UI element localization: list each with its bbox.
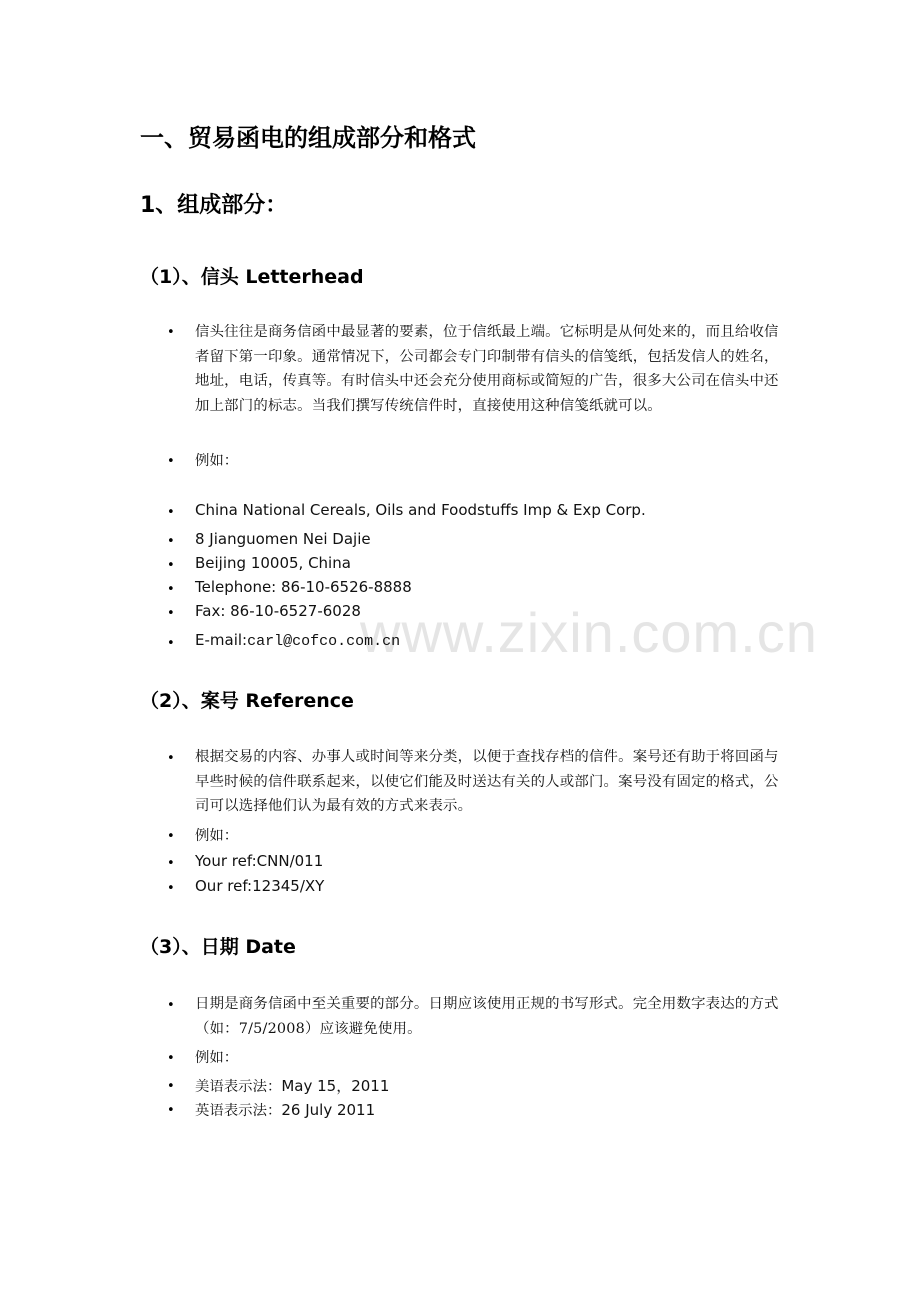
bullet-icon: • [167,998,175,1013]
reference-example-your: Your ref:CNN/011 [195,852,324,870]
date-description: 日期是商务信函中至关重要的部分。日期应该使用正规的书写形式。完全用数字表达的方式（如：7/5/2008）应该避免使用。 [195,996,779,1037]
date-example-label: 例如： [195,1050,239,1066]
email-value: carl@cofco.com.cn [247,633,401,650]
letterhead-example-city: Beijing 10005, China [195,554,351,572]
section-subtitle: 1、组成部分： [140,193,288,218]
reference-example-our: Our ref:12345/XY [195,877,325,895]
date-uk-label: 英语表示法： [195,1103,282,1119]
bullet-icon: • [167,505,175,520]
letterhead-example-street: 8 Jianguomen Nei Dajie [195,530,371,548]
heading-letterhead: （1）、信头 Letterhead [140,266,364,288]
bullet-icon: • [167,751,175,766]
bullet-icon: • [167,558,175,573]
date-example-uk [195,1099,375,1120]
bullet-icon: • [167,534,175,549]
bullet-icon: • [167,606,175,621]
reference-description: 根据交易的内容、办事人或时间等来分类，以便于查找存档的信件。案号还有助于将回函与早些时候的信件联系起来，以使它们能及时送达有关的人或部门。案号没有固定的格式，公司可以选择他们认为最有效的方式来表示。 [195,749,779,815]
bullet-icon: • [167,1051,175,1066]
bullet-icon: • [167,582,175,597]
bullet-icon: • [167,1079,175,1094]
bullet-icon: • [167,881,175,896]
heading-date: （3）、日期 Date [140,936,296,958]
page-title: 一、贸易函电的组成部分和格式 [140,124,476,152]
bullet-icon: • [167,325,175,340]
date-us-value: May 15，2011 [281,1077,390,1095]
date-us-label: 美语表示法： [195,1079,282,1095]
heading-reference: （2）、案号 Reference [140,690,354,712]
reference-example-label: 例如： [195,828,239,844]
date-uk-value: 26 July 2011 [281,1101,376,1119]
bullet-icon: • [167,1103,175,1118]
bullet-icon: • [167,636,175,651]
watermark: www.zixin.com.cn [360,601,818,664]
letterhead-example-label: 例如： [195,453,239,469]
bullet-icon: • [167,454,175,469]
bullet-icon: • [167,856,175,871]
letterhead-example-email [195,631,400,650]
date-example-us [195,1075,389,1096]
letterhead-description: 信头往往是商务信函中最显著的要素，位于信纸最上端。它标明是从何处来的，而且给收信者留下第一印象。通常情况下，公司都会专门印制带有信头的信笺纸，包括发信人的姓名，地址，电话，传真等。有时信头中还会充分使用商标或简短的广告，很多大公司在信头中还加上部门的标志。当我们撰写传统信件时，直接使用这种信笺纸就可以。 [195,324,779,414]
letterhead-example-telephone: Telephone: 86-10-6526-8888 [195,578,412,596]
letterhead-example-fax: Fax: 86-10-6527-6028 [195,602,361,620]
bullet-icon: • [167,829,175,844]
letterhead-example-company: China National Cereals, Oils and Foodstuffs Imp & Exp Corp. [195,501,646,519]
email-label: E-mail: [195,631,248,649]
